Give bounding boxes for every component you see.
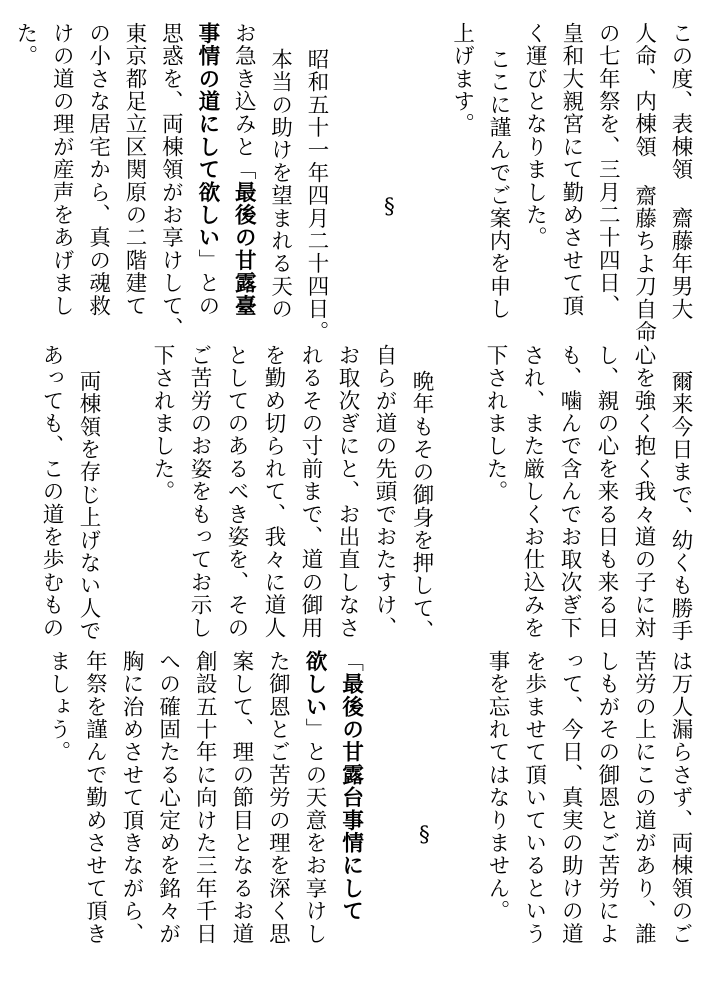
text-segment: され、また厳しくお仕込みを [520,344,545,640]
text-segment: の七年祭を、三月二十四日、 [595,22,621,318]
text-segment: ましょう。 [45,650,71,764]
emphasized-text: 最後の甘露台事情にして [338,672,364,923]
text-segment: 本当の助けを望まれる天の [267,48,293,321]
text-column [290,344,330,639]
text-column [551,22,591,317]
text-column [660,22,700,321]
text-column [253,344,293,639]
text-segment: お取次ぎにと、お出直しなさ [335,344,360,640]
text-segment: ここに謹んでご案内を申し [486,48,511,321]
text-column [549,344,589,639]
text-block-bottom [0,650,720,960]
text-segment: 昭和五十一年四月二十四日。 [304,48,329,344]
text-segment: 創設五十年に向けた三年千日 [192,650,218,946]
text-segment: 思惑を、両棟領がお享けして、 [158,22,184,340]
text-segment: を歩ませて頂いているという [521,650,547,946]
text-column [187,22,227,317]
text-segment: た。 [12,22,38,68]
text-segment: けの道の理が産声をあげまし [49,22,75,318]
text-segment: お急き込みと「 [231,22,257,181]
text-segment: 自らが道の先頭でおたすけ、 [372,344,397,640]
text-column [550,650,590,945]
text-column [623,650,663,945]
text-column [442,22,482,136]
text-segment: 下されました。 [150,344,175,503]
text-segment: 」との天意をお享けし [302,718,327,946]
text-segment: も、噛んで含んでお取次ぎ下 [557,344,582,640]
text-column [327,344,367,639]
text-column [512,344,552,639]
text-column [74,650,114,945]
text-column [38,650,78,764]
text-segment: 晩年もその御身を押して、 [409,370,434,643]
text-segment: 人命、内棟領 齋藤ちよ刀自命 [631,22,657,344]
text-column [475,344,515,503]
text-segment: し、親の心を来る日も来る日 [594,344,619,640]
text-column [404,650,444,848]
text-segment: は万人漏らさず、両棟領のご [668,650,693,946]
text-segment: この度、表棟領 齋藤年男大 [668,22,693,321]
text-segment: 年祭を謹んで勤めさせて頂き [82,650,108,946]
text-column [587,22,627,317]
text-column [660,344,700,642]
text-column [369,22,409,220]
text-segment: 上げます。 [449,22,475,136]
text-column [401,344,441,642]
text-column [260,22,300,320]
text-block-top [0,22,720,344]
text-segment: 皇和大親宮にて勤めさせて頂 [558,22,584,318]
text-column [296,22,336,343]
text-segment: って、今日、真実の助けの道 [558,650,584,946]
text-column [150,22,190,340]
text-segment: た御恩とご苦労の理を深く思 [265,650,291,946]
text-column [31,344,71,639]
text-column [478,22,518,320]
emphasized-text: 最後の甘露臺 [231,180,257,318]
text-column [5,22,45,67]
text-segment: 胸に治めさせて頂きながら、 [119,650,144,946]
text-segment: § [411,822,437,849]
text-column [179,344,219,639]
text-column [221,650,261,945]
text-segment: 」との [194,249,220,318]
text-column [587,650,627,945]
text-segment: れるその寸前まで、道の御用 [298,344,323,640]
text-segment: 爾来今日まで、幼くも勝手 [668,370,693,643]
text-column [41,22,81,317]
text-segment: 事を忘れてはなりません。 [485,650,510,923]
text-segment: を勤め切られて、我々に道人 [261,344,286,640]
emphasized-text: 事情の道にして欲しい [194,22,220,249]
text-column [223,22,263,317]
text-segment: 下されました。 [483,344,508,503]
text-column [624,22,664,343]
text-column [257,650,297,945]
text-column [114,22,154,317]
text-segment: あっても、この道を歩むもの [39,344,64,640]
text-segment: 案して、理の節目となるお道 [228,650,254,946]
text-column [514,650,554,945]
emphasized-text: 欲しい [302,650,327,719]
text-column [477,650,517,922]
text-segment: への確固たる心定めを銘々が [155,650,181,946]
text-column [294,650,334,945]
text-column [660,650,700,945]
text-column [216,344,256,639]
text-column [331,650,371,922]
text-segment: の小さな居宅から、真の魂救 [85,22,111,318]
text-column [623,344,663,639]
text-segment: 東京都足立区関原の二階建て [122,22,147,318]
text-block-middle [0,344,720,644]
text-segment: しもがその御恩とご苦労によ [594,650,620,946]
text-segment: 心を強く抱く我々道の子に対 [631,344,656,640]
text-column [142,344,182,503]
text-segment: く運びとなりました。 [522,22,548,249]
text-column [184,650,224,945]
text-column [148,650,188,945]
text-column [68,344,108,642]
text-segment: § [376,194,402,221]
text-segment: 「 [338,650,364,673]
text-segment: 両棟領を存じ上げない人で [76,370,101,643]
text-segment: ご苦労のお姿をもってお示し [187,344,212,640]
text-column [586,344,626,639]
text-segment: としてのあるべき姿を、その [224,344,249,640]
text-column [78,22,118,317]
text-column [364,344,404,639]
text-column [111,650,151,945]
text-segment: 苦労の上にこの道があり、誰 [631,650,657,946]
text-column [514,22,554,249]
